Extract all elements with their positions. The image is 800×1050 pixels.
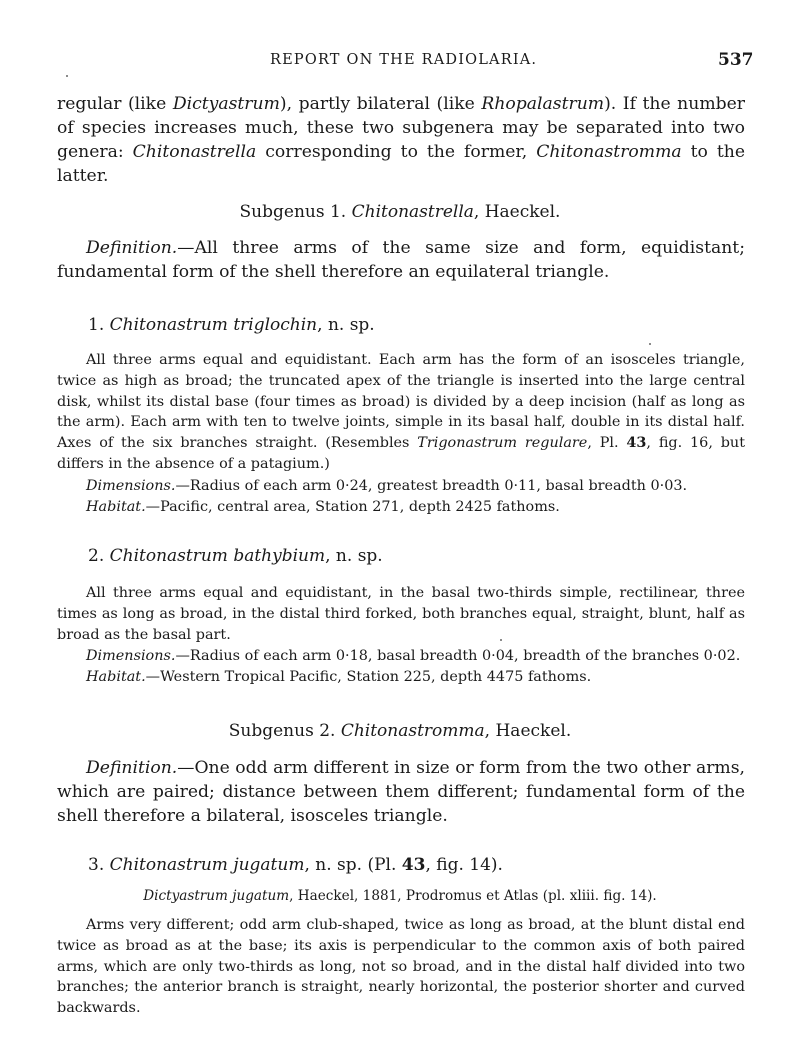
dimensions-text: —Radius of each arm 0·24, greatest breadth 0·11, basal breadth 0·03. — [175, 478, 688, 494]
subgenus-name: Chitonastromma — [340, 721, 485, 741]
dimensions-label: Dimensions. — [86, 648, 176, 664]
species-2-description: All three arms equal and equidistant, in the basal two-thirds simple, rectilinear, three times as long as broad, in the distal third forked, both branches equal, straight, blunt, half as broad as the basal part. — [57, 585, 745, 643]
synonym-text: , Haeckel, 1881, Prodromus et Atlas (pl. xliii. fig. 14). — [289, 888, 657, 904]
species-1-description — [57, 350, 745, 475]
heading-text: , Haeckel. — [473, 202, 561, 222]
definition-label: Definition. — [86, 238, 178, 258]
species-number: 1. — [88, 315, 110, 335]
species-3-synonym — [0, 888, 800, 904]
habitat-text: —Western Tropical Pacific, Station 225, depth 4475 fathoms. — [145, 669, 592, 685]
page-number: 537 — [718, 50, 754, 70]
habitat-label: Habitat. — [86, 499, 146, 515]
intro-text: ). If the number of species increases much, these two subgenera may be separated into two genera: — [57, 94, 746, 162]
description-text: All three arms equal and equidistant. Each arm has the form of an isosceles triangle, twice as high as broad; the truncated apex of the triangle is inserted into the large central disk, whilst its distal base (four times as broad) is divided by a deep incision (half as long as the arm). Each arm with ten to twelve joints, simple in its basal half, double in its distal half. Axes of the six branches straight. (Resembles — [57, 352, 745, 452]
genus-name: Chitonastrella — [132, 142, 257, 162]
plate-number: 43 — [626, 434, 647, 452]
speck — [500, 639, 502, 641]
subgenus-1-heading — [0, 202, 800, 222]
species-number: 3. — [88, 855, 110, 875]
speck — [649, 343, 651, 345]
heading-text: Subgenus 1. — [239, 202, 352, 222]
intro-paragraph — [57, 92, 745, 188]
species-2-habitat — [86, 667, 746, 688]
description-text: , fig. 16, but differs in the absence of a patagium.) — [57, 435, 745, 472]
species-suffix: , n. sp. — [317, 315, 375, 335]
species-reference: Trigonastrum regulare — [417, 435, 588, 452]
subgenus-2-definition — [57, 756, 745, 828]
subgenus-1-definition — [57, 236, 745, 284]
intro-text: ), partly bilateral (like — [279, 94, 482, 114]
definition-label: Definition. — [86, 758, 178, 778]
habitat-text: —Pacific, central area, Station 271, depth 2425 fathoms. — [145, 499, 560, 515]
genus-name: Dictyastrum — [172, 94, 280, 114]
genus-name: Rhopalastrum — [481, 94, 605, 114]
subgenus-2-heading — [0, 721, 800, 741]
definition-text: —One odd arm different in size or form from the two other arms, which are paired; distance between them different; fundamental form of the shell therefore a bilateral, isosceles triangle. — [57, 758, 745, 826]
species-name: Chitonastrum triglochin — [109, 315, 318, 335]
species-1-heading — [88, 315, 375, 335]
description-text: , Pl. — [587, 435, 627, 452]
species-name: Chitonastrum jugatum — [109, 855, 305, 875]
species-3-heading — [88, 855, 503, 875]
synonym-name: Dictyastrum jugatum — [143, 888, 290, 904]
heading-text: , Haeckel. — [484, 721, 572, 741]
dimensions-label: Dimensions. — [86, 478, 176, 494]
species-suffix: , n. sp. (Pl. — [304, 855, 402, 875]
subgenus-name: Chitonastrella — [351, 202, 474, 222]
species-2-heading — [88, 546, 383, 566]
species-name: Chitonastrum bathybium — [109, 546, 326, 566]
species-1-dimensions — [86, 476, 746, 497]
definition-text: —All three arms of the same size and form, equidistant; fundamental form of the shell therefore an equilateral triangle. — [57, 238, 745, 282]
species-number: 2. — [88, 546, 110, 566]
intro-text: regular (like — [57, 94, 173, 114]
habitat-label: Habitat. — [86, 669, 146, 685]
intro-text: to the latter. — [57, 142, 745, 186]
figure-reference: , fig. 14). — [425, 855, 503, 875]
species-2-dimensions — [86, 646, 746, 667]
dimensions-text: —Radius of each arm 0·18, basal breadth 0·04, breadth of the branches 0·02. — [175, 648, 741, 664]
speck — [66, 75, 68, 77]
species-suffix: , n. sp. — [325, 546, 383, 566]
running-title: REPORT ON THE RADIOLARIA. — [270, 52, 538, 68]
species-1-habitat — [86, 497, 746, 518]
genus-name: Chitonastromma — [536, 142, 682, 162]
intro-text: corresponding to the former, — [256, 142, 537, 162]
heading-text: Subgenus 2. — [228, 721, 341, 741]
plate-number: 43 — [401, 855, 426, 875]
species-3-description: Arms very different; odd arm club-shaped, twice as long as broad, at the blunt distal end twice as broad as at the base; its axis is perpendicular to the common axis of both paired arms, which are only two-thirds as long, not so broad, and in the distal half divided into two branches; the anterior branch is straight, nearly horizontal, the posterior shorter and curved backwards. — [57, 917, 745, 1017]
